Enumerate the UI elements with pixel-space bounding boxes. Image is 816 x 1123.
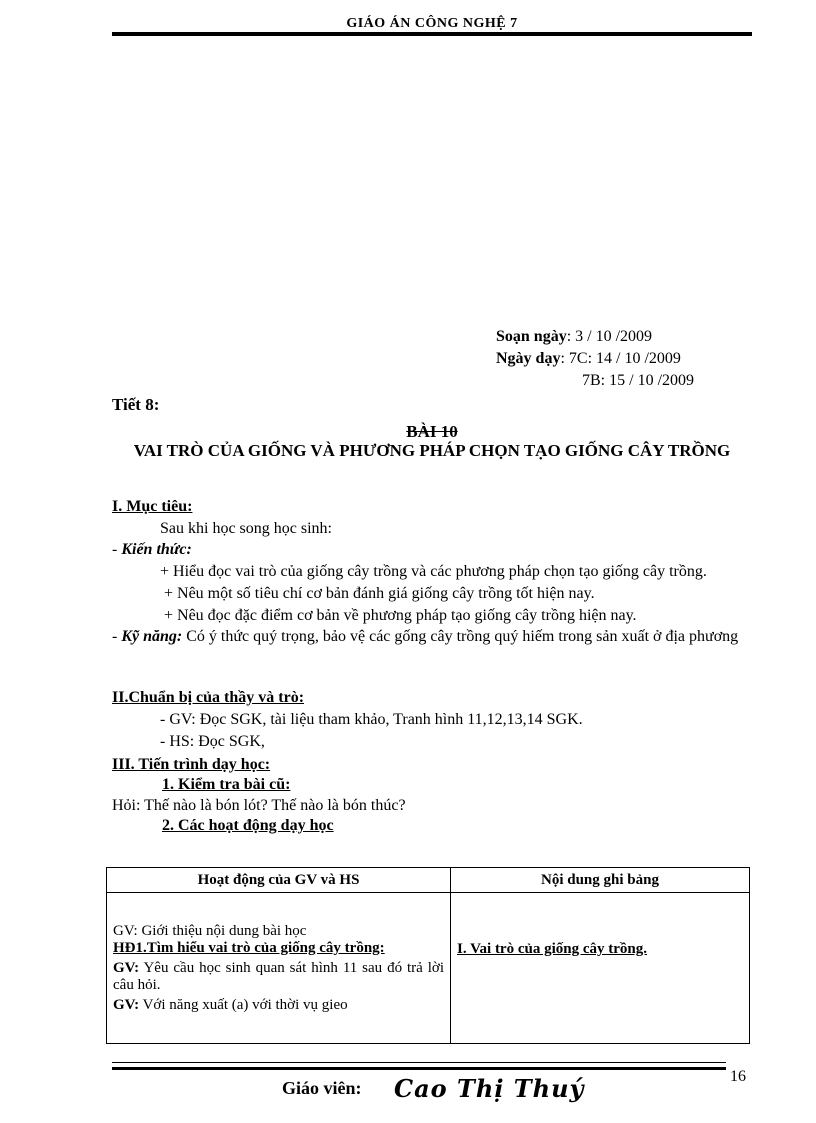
table-header-row (107, 868, 750, 893)
gv-label: GV: (113, 997, 140, 1013)
knowledge-label: Kiến thức: (121, 541, 192, 558)
gv-text: Với năng xuất (a) với thời vụ gieo (139, 997, 348, 1013)
ngay-day-value-7b: 7B: 15 / 10 /2009 (582, 372, 695, 389)
objectives-intro: Sau khi học song học sinh: (160, 520, 332, 537)
gv-text: Yêu cầu học sinh quan sát hình 11 sau đó trả lời câu hỏi. (113, 960, 444, 993)
footer-rule-thin (112, 1062, 726, 1063)
section-preparation (112, 689, 742, 751)
knowledge-item: + Hiểu đọc vai trò của giống cây trồng và các phương pháp chọn tạo giống cây trồng. (160, 563, 707, 580)
activities-cell (107, 893, 451, 1044)
ngay-day-line-7b (496, 370, 694, 392)
preparation-heading: II.Chuẩn bị của thầy và trò: (112, 689, 305, 706)
lesson-period: Tiết 8: (112, 395, 160, 414)
activity-gv-1 (113, 960, 444, 994)
process-sub-review: 1. Kiểm tra bài cũ: (162, 776, 291, 793)
table-header-content: Nội dung ghi bảng (451, 868, 750, 893)
knowledge-line (112, 540, 742, 559)
header-rule (112, 32, 752, 36)
objectives-heading: I. Mục tiêu: (112, 498, 193, 515)
section-process (112, 756, 742, 835)
content-cell (451, 893, 750, 1044)
soan-ngay-value: : 3 / 10 /2009 (566, 328, 653, 345)
soan-ngay-label: Soạn ngày (496, 328, 567, 345)
section-objectives (112, 498, 742, 645)
ngay-day-line (496, 348, 694, 370)
soan-ngay-line (496, 326, 694, 348)
ngay-day-label: Ngày dạy (496, 350, 561, 367)
knowledge-item: + Nêu một số tiêu chí cơ bản đánh giá giống cây trồng tốt hiện nay. (164, 585, 595, 602)
lesson-title: VAI TRÒ CỦA GIỐNG VÀ PHƯƠNG PHÁP CHỌN TẠO GIỐNG CÂY TRỒNG (133, 441, 731, 460)
table-header-activities: Hoạt động của GV và HS (107, 868, 451, 893)
activity-gv-2 (113, 997, 444, 1014)
knowledge-item: + Nêu đọc đặc điểm cơ bản về phương pháp tạo giống cây trồng hiện nay. (164, 607, 637, 624)
page-number: 16 (730, 1068, 746, 1085)
footer-rule-thick (112, 1067, 726, 1070)
preparation-item: - HS: Đọc SGK, (160, 733, 265, 750)
preparation-item: - GV: Đọc SGK, tài liệu tham khảo, Tranh hình 11,12,13,14 SGK. (160, 711, 583, 728)
knowledge-bullet: - (112, 541, 122, 558)
table-row (107, 893, 750, 1044)
gv-label: GV: (113, 960, 140, 976)
ngay-day-value-7c: : 7C: 14 / 10 /2009 (560, 350, 681, 367)
skills-label: Kỹ năng: (121, 628, 183, 645)
process-heading: III. Tiến trình dạy học: (112, 756, 271, 773)
document-header-title: GIÁO ÁN CÔNG NGHỆ 7 (346, 16, 518, 31)
skills-bullet: - (112, 628, 122, 645)
lesson-dates (496, 326, 694, 392)
teacher-label: Giáo viên: (282, 1078, 362, 1098)
activities-table (106, 867, 750, 1044)
review-question: Hỏi: Thế nào là bón lót? Thế nào là bón thúc? (112, 797, 406, 814)
process-sub-activities: 2. Các hoạt động dạy học (162, 817, 334, 834)
teacher-name: Cao Thị Thuý (394, 1074, 585, 1103)
lesson-number: BÀI 10 (406, 422, 458, 441)
activity-intro: GV: Giới thiệu nội dung bài học (113, 923, 307, 939)
content-heading: I. Vai trò của giống cây trồng. (457, 941, 648, 957)
skills-line (112, 628, 742, 645)
activity-hd1: HĐ1.Tìm hiểu vai trò của giống cây trồng: (113, 940, 385, 956)
skills-text: Có ý thức quý trọng, bảo vệ các gống cây trồng quý hiếm trong sản xuất ở địa phương (182, 628, 739, 645)
